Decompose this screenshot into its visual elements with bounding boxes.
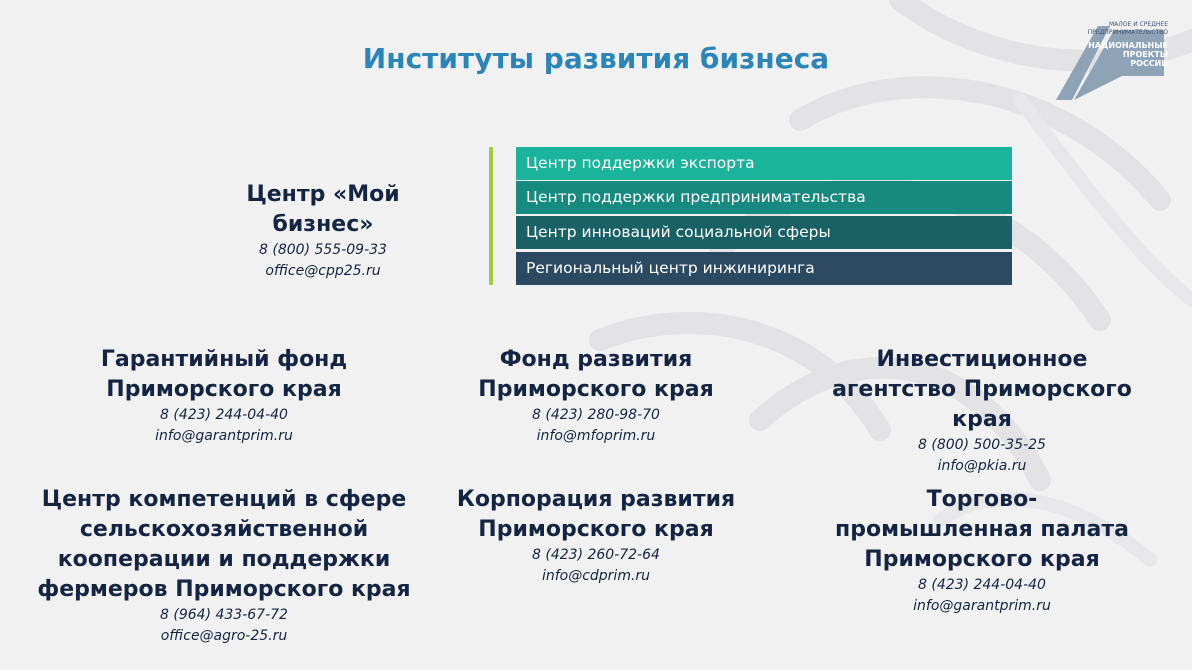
org-email: info@pkia.ru [937, 458, 1027, 474]
org-phone: 8 (423) 280-98-70 [532, 407, 660, 423]
org-name-line: Корпорация развития [456, 487, 736, 512]
center-item-engineering: Региональный центр инжиниринга [516, 252, 1012, 285]
org-email: info@mfoprim.ru [536, 428, 656, 444]
my-business-name-line-1: Центр «Мой [246, 182, 400, 207]
org-phone: 8 (423) 244-04-40 [160, 407, 288, 423]
national-projects-logo [1052, 20, 1168, 102]
org-name-line: Приморского края [478, 517, 714, 542]
org-name-line: сельскохозяйственной [79, 517, 369, 542]
org-phone: 8 (423) 260-72-64 [532, 547, 660, 563]
accent-divider [489, 147, 493, 285]
my-business-phone: 8 (800) 555-09-33 [259, 242, 387, 258]
org-name-line: Центр компетенций в сфере [41, 487, 407, 512]
org-name-line: Приморского края [864, 547, 1100, 572]
org-name-line: Торгово- [926, 487, 1038, 512]
org-development-corporation [416, 485, 776, 587]
org-email: info@cdprim.ru [541, 568, 651, 584]
org-name-line: агентство Приморского [832, 377, 1132, 402]
logo-line-1: МАЛОЕ И СРЕДНЕЕ [1109, 21, 1168, 28]
org-phone: 8 (964) 433-67-72 [160, 607, 288, 623]
org-email: info@garantprim.ru [155, 428, 293, 444]
org-phone: 8 (423) 244-04-40 [918, 577, 1046, 593]
org-name-line: Приморского края [478, 377, 714, 402]
org-email: office@agro-25.ru [160, 628, 288, 644]
center-item-social-innovation: Центр инноваций социальной сферы [516, 216, 1012, 249]
org-investment-agency [792, 345, 1172, 477]
org-development-fund [416, 345, 776, 447]
logo-line-3: НАЦИОНАЛЬНЫЕ [1088, 41, 1168, 50]
org-name-line: Инвестиционное [876, 347, 1088, 372]
my-business-block [203, 180, 443, 282]
logo-line-2: ПРЕДПРИНИМАТЕЛЬСТВО [1087, 29, 1168, 36]
center-item-entrepreneurship: Центр поддержки предпринимательства [516, 181, 1012, 214]
my-business-name-line-2: бизнес» [272, 212, 374, 237]
org-name-line: Приморского края [106, 377, 342, 402]
center-item-export: Центр поддержки экспорта [516, 147, 1012, 180]
org-name-line: кооперации и поддержки [57, 547, 391, 572]
org-email: info@garantprim.ru [913, 598, 1051, 614]
org-name-line: фермеров Приморского края [37, 577, 411, 602]
org-agro-competence-center [12, 485, 436, 647]
org-guarantee-fund [44, 345, 404, 447]
org-phone: 8 (800) 500-35-25 [918, 437, 1046, 453]
org-name-line: края [952, 407, 1012, 432]
org-chamber-of-commerce [792, 485, 1172, 617]
my-business-email: office@cpp25.ru [265, 263, 381, 279]
logo-line-5: РОССИИ [1130, 59, 1168, 68]
page-title: Институты развития бизнеса [362, 42, 830, 75]
logo-line-4: ПРОЕКТЫ [1122, 50, 1168, 59]
org-name-line: промышленная палата [835, 517, 1129, 542]
org-name-line: Гарантийный фонд [100, 347, 348, 372]
org-name-line: Фонд развития [499, 347, 693, 372]
